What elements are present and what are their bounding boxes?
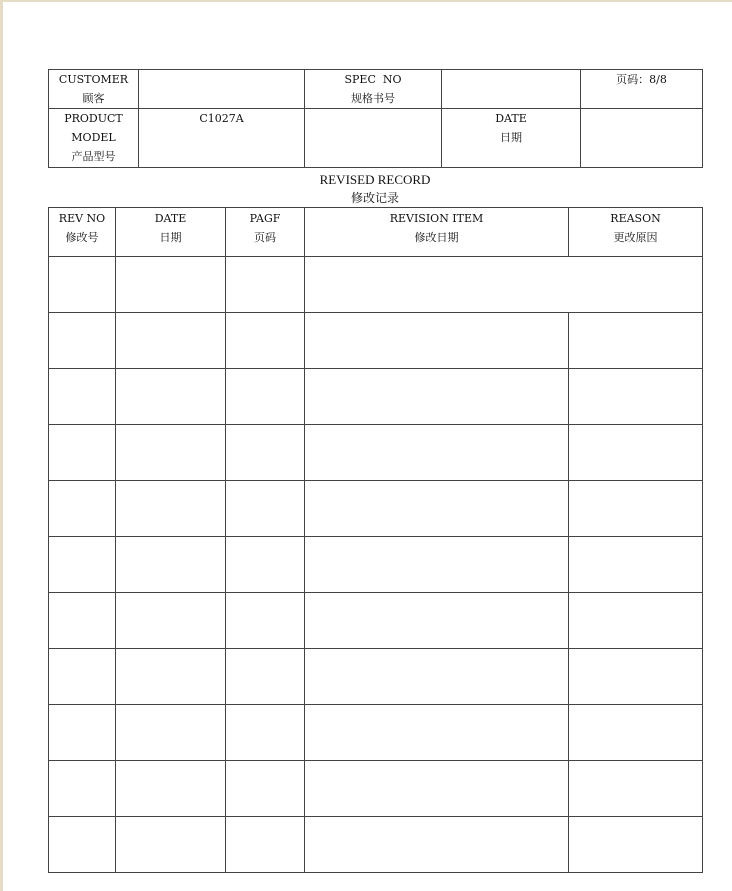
customer-label	[49, 70, 139, 109]
revision-table	[48, 207, 703, 873]
date-label-cn: 日期	[500, 131, 522, 144]
col-reason-cn: 更改原因	[613, 231, 658, 244]
customer-label-en: CUSTOMER	[58, 73, 129, 86]
product-label-cn: 产品型号	[71, 150, 116, 163]
cell-page	[226, 537, 305, 593]
spec-value	[442, 70, 581, 109]
cell-page	[226, 705, 305, 761]
cell-reason	[569, 649, 703, 705]
cell-date	[116, 537, 226, 593]
col-page	[226, 208, 305, 257]
cell-rev-no	[49, 705, 116, 761]
cell-revision-item	[305, 593, 569, 649]
table-row	[49, 537, 703, 593]
record-title-cn: 修改记录	[350, 191, 399, 205]
cell-page	[226, 425, 305, 481]
cell-date	[116, 705, 226, 761]
cell-revision-item	[305, 369, 569, 425]
cell-reason	[569, 761, 703, 817]
table-row	[49, 481, 703, 537]
cell-rev-no	[49, 761, 116, 817]
table-row	[49, 593, 703, 649]
cell-page	[226, 761, 305, 817]
col-date-cn: 日期	[159, 231, 182, 244]
cell-date	[116, 425, 226, 481]
cell-rev-no	[49, 257, 116, 313]
col-rev-no-cn: 修改号	[65, 231, 99, 244]
product-label-en: PRODUCT	[64, 112, 123, 125]
record-title-en: REVISED RECORD	[319, 172, 431, 187]
cell-date	[116, 761, 226, 817]
cell-page	[226, 313, 305, 369]
col-revision-item-en: REVISION ITEM	[389, 212, 484, 225]
cell-rev-no	[49, 481, 116, 537]
revision-table-header	[49, 208, 703, 257]
cell-reason	[569, 537, 703, 593]
table-row	[49, 761, 703, 817]
cell-revision-item	[305, 761, 569, 817]
col-page-cn: 页码	[254, 231, 276, 244]
cell-reason	[569, 425, 703, 481]
cell-date	[116, 593, 226, 649]
cell-reason	[569, 593, 703, 649]
cell-date	[116, 369, 226, 425]
col-rev-no	[49, 208, 116, 257]
table-row	[49, 257, 703, 313]
col-revision-item-cn: 修改日期	[414, 231, 459, 244]
table-row	[49, 649, 703, 705]
table-row	[49, 817, 703, 873]
cell-rev-no	[49, 649, 116, 705]
cell-revision-item	[305, 705, 569, 761]
cell-page	[226, 257, 305, 313]
date-value	[581, 109, 703, 168]
cell-reason	[569, 705, 703, 761]
table-row	[49, 705, 703, 761]
col-rev-no-en: REV NO	[58, 212, 106, 225]
spec-label-en: SPEC NO	[344, 73, 402, 86]
col-revision-item	[305, 208, 569, 257]
cell-date	[116, 313, 226, 369]
cell-revision-item	[305, 425, 569, 481]
col-reason-en: REASON	[610, 212, 661, 225]
cell-revision-item	[305, 649, 569, 705]
cell-rev-no	[49, 313, 116, 369]
cell-reason	[569, 817, 703, 873]
cell-page	[226, 593, 305, 649]
cell-revision-item	[305, 817, 569, 873]
col-date	[116, 208, 226, 257]
product-model-value: C1027A	[139, 109, 305, 168]
cell-date	[116, 817, 226, 873]
spec-label	[305, 70, 442, 109]
cell-page	[226, 817, 305, 873]
product-label	[49, 109, 139, 168]
cell-revision-item	[305, 537, 569, 593]
table-row	[49, 369, 703, 425]
cell-rev-no	[49, 817, 116, 873]
date-label-en: DATE	[495, 112, 527, 125]
cell-page	[226, 649, 305, 705]
cell-rev-no	[49, 593, 116, 649]
cell-date	[116, 257, 226, 313]
spec-label-cn: 规格书号	[351, 92, 395, 105]
cell-rev-no	[49, 425, 116, 481]
table-row	[49, 313, 703, 369]
customer-label-cn: 顾客	[82, 92, 105, 105]
cell-page	[226, 481, 305, 537]
cell-reason	[569, 313, 703, 369]
table-row	[49, 425, 703, 481]
customer-value	[139, 70, 305, 109]
cell-reason	[569, 481, 703, 537]
cell-reason	[569, 369, 703, 425]
model-label-en: MODEL	[71, 131, 116, 144]
col-reason	[569, 208, 703, 257]
col-page-en: PAGF	[249, 212, 281, 225]
date-label	[442, 109, 581, 168]
cell-rev-no	[49, 537, 116, 593]
cell-revision-item	[305, 313, 569, 369]
col-date-en: DATE	[154, 212, 187, 225]
cell-date	[116, 649, 226, 705]
product-extra	[305, 109, 442, 168]
cell-rev-no	[49, 369, 116, 425]
header-table	[48, 69, 703, 168]
cell-revision-item	[305, 481, 569, 537]
page-number: 页码：8/8	[581, 70, 703, 109]
cell-revision-item-merged	[305, 257, 703, 313]
cell-page	[226, 369, 305, 425]
cell-date	[116, 481, 226, 537]
